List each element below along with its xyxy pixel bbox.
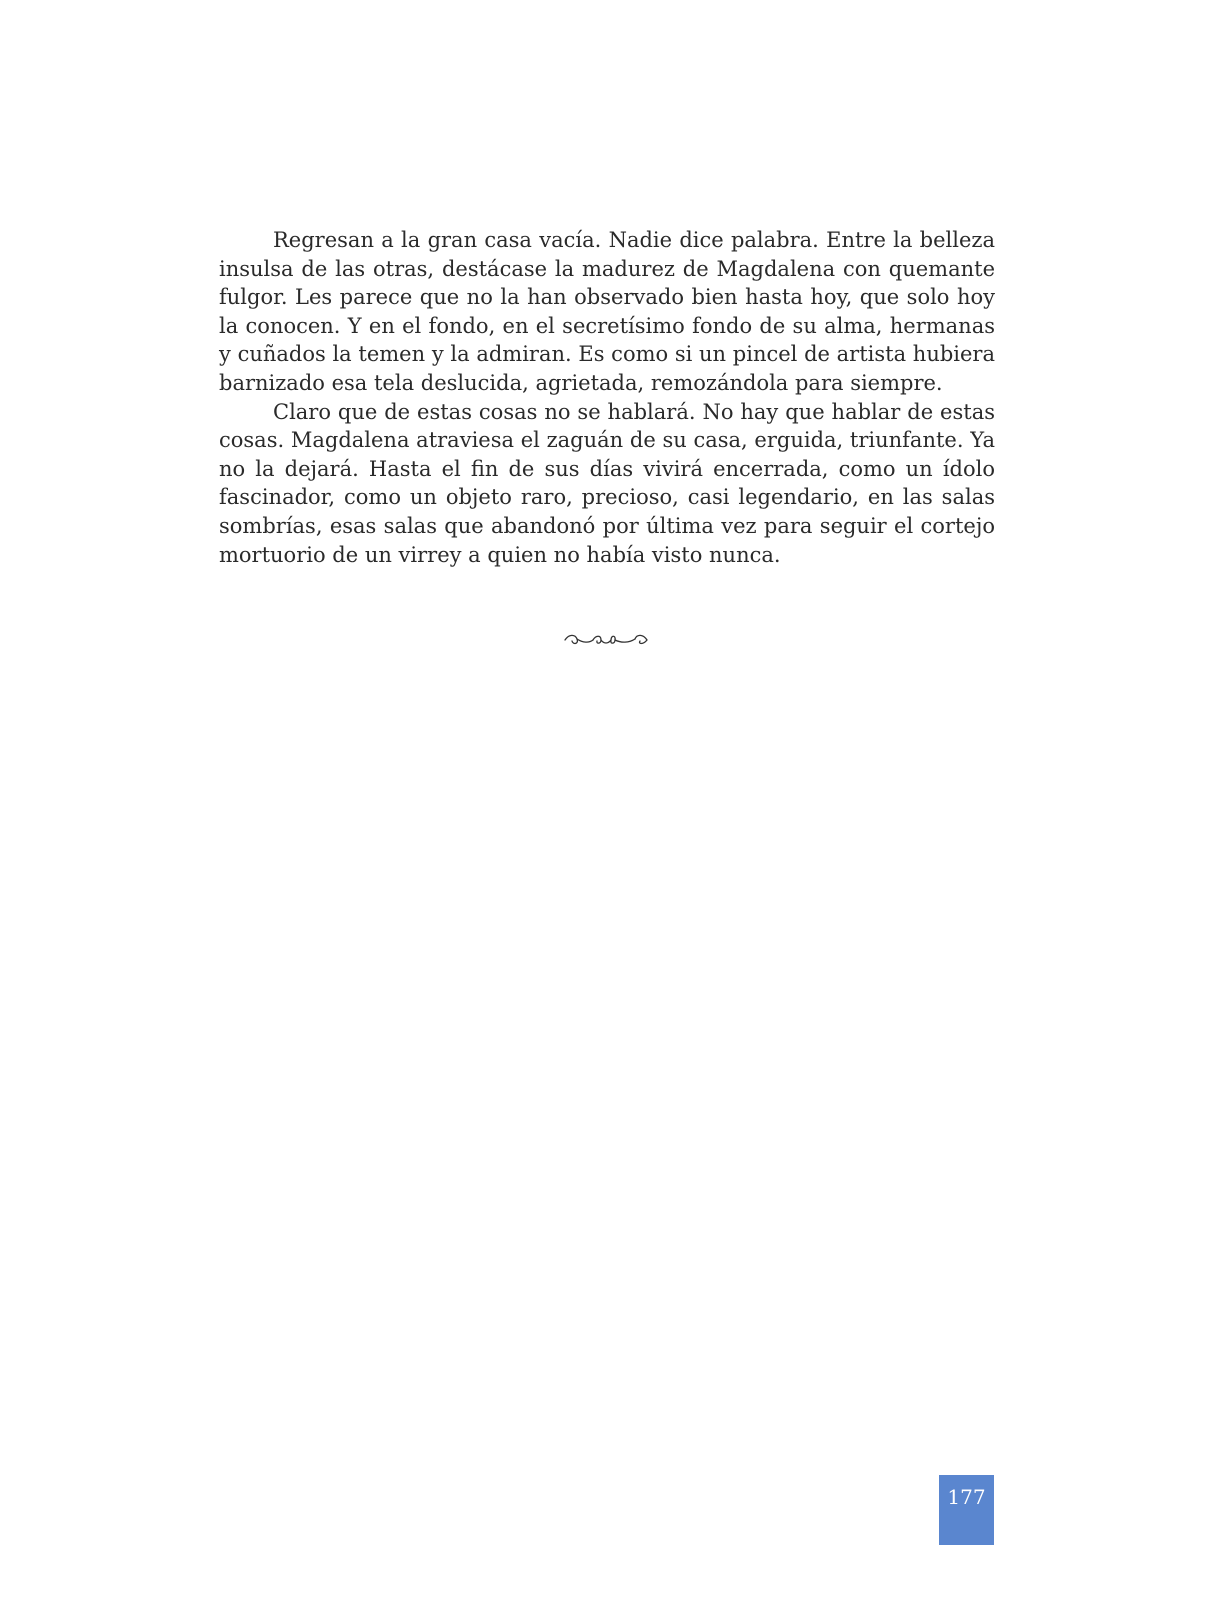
page-number: 177: [947, 1485, 986, 1509]
paragraph-1: Regresan a la gran casa vacía. Nadie dice palabra. Entre la belleza insulsa de las otras, destácase la madurez de Magdalena con quemante fulgor. Les parece que no la han observado bien hasta hoy, que solo hoy la conocen. Y en el fondo, en el secretísimo fondo de su alma, hermanas y cuñados la temen y la admiran. Es como si un pincel de artista hubiera barnizado esa tela deslucida, agrietada, remozándola para siempre.: [219, 228, 995, 395]
paragraph-2: Claro que de estas cosas no se hablará. No hay que hablar de estas cosas. Magdalena atraviesa el zaguán de su casa, erguida, triunfante. Ya no la dejará. Hasta el fin de sus días vivirá encerrada, como un ídolo fascinador, como un objeto raro, precioso, casi legendario, en las salas sombrías, esas salas que abandonó por última vez para seguir el cortejo mortuorio de un virrey a quien no había visto nunca.: [219, 399, 995, 567]
flourish-divider-icon: [563, 631, 649, 649]
body-text: [219, 226, 995, 569]
page-number-badge: [939, 1475, 994, 1545]
